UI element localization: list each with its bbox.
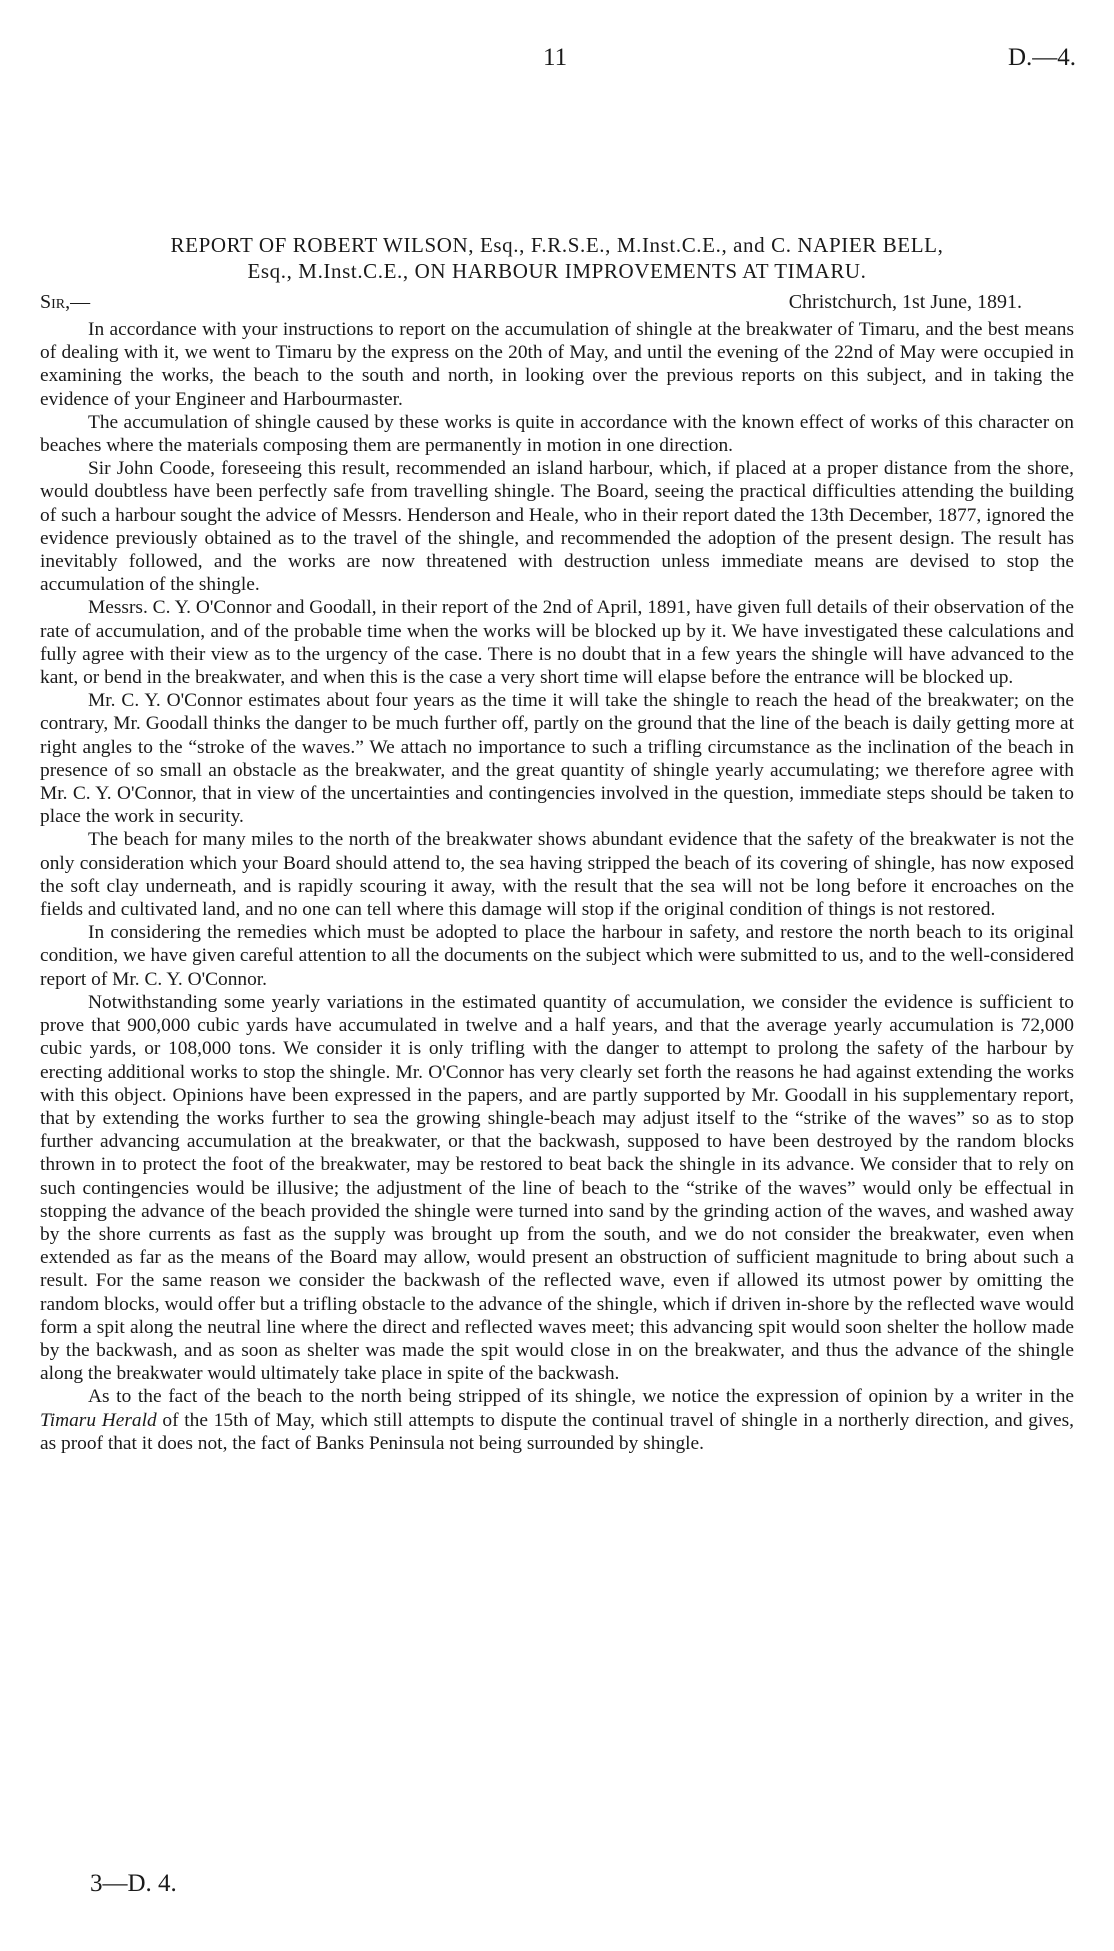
paragraph-5: Mr. C. Y. O'Connor estimates about four years as the time it will take the shingle to reach the head of the breakwater; on the contrary, Mr. Goodall thinks the danger to be much further off, partly on the ground that the line of the beach is daily getting more at right angles to the “stroke of the waves.” We attach no importance to such a trifling circumstance as the inclination of the beach in presence of so small an obstacle as the breakwater, and the great quantity of shingle yearly accumulating; we therefore agree with Mr. C. Y. O'Connor, that in view of the uncertainties and contingencies involved in the question, immediate steps should be taken to place the work in security. [40,690,1074,828]
report-title-line-1: REPORT OF ROBERT WILSON, Esq., F.R.S.E., M.Inst.C.E., and C. NAPIER BELL, [170,233,944,257]
paragraph-2: The accumulation of shingle caused by these works is quite in accordance with the known effect of works of this character on beaches where the materials composing them are permanently in motion in one direction. [40,411,1074,457]
report-title-line-2: Esq., M.Inst.C.E., ON HARBOUR IMPROVEMENTS AT TIMARU. [247,259,867,283]
paragraph-6: The beach for many miles to the north of the breakwater shows abundant evidence that the safety of the breakwater is not the only consideration which your Board should attend to, the sea having stripped the beach of its covering of shingle, has now exposed the soft clay underneath, and is rapidly scouring it away, with the result that the sea will not be long before it encroaches on the fields and cultivated land, and no one can tell where this damage will stop if the original condition of things is not restored. [40,829,1074,921]
paragraph-3: Sir John Coode, foreseeing this result, recommended an island harbour, which, if placed at a proper distance from the shore, would doubtless have been perfectly safe from travelling shingle. The Board, seeing the practical difficulties attending the building of such a harbour sought the advice of Messrs. Henderson and Heale, who in their report dated the 13th December, 1877, ignored the evidence previously obtained as to the travel of the shingle, and recommended the adoption of the present design. The result has inevitably followed, and the works are now threatened with destruction unless immediate means are devised to stop the accumulation of the shingle. [40,458,1074,596]
paragraph-8: Notwithstanding some yearly variations in the estimated quantity of accumulation, we consider the evidence is sufficient to prove that 900,000 cubic yards have accumulated in twelve and a half years, and that the average yearly accumulation is 72,000 cubic yards, or 108,000 tons. We consider it is only trifling with the danger to attempt to prolong the safety of the harbour by erecting additional works to stop the shingle. Mr. O'Connor has very clearly set forth the reasons he had against extending the works with this object. Opinions have been expressed in the papers, and are partly supported by Mr. Goodall in his supplementary report, that by extending the works further to sea the growing shingle-beach may adjust itself to the “strike of the waves” so as to stop further advancing accumulation at the breakwater, or that the backwash, supposed to have been destroyed by the random blocks thrown in to protect the foot of the breakwater, may be restored to beat back the shingle in its advance. We consider that to rely on such contingencies would be illusive; the adjustment of the line of beach to the “strike of the waves” would only be effectual in stopping the advance of the beach provided the shingle were turned into sand by the grinding action of the waves, and washed away by the shore currents as fast as the supply was brought up from the south, and we do not consider the breakwater, even when extended as far as the means of the Board may allow, would present an obstruction of sufficient magnitude to bring about such a result. For the same reason we consider the backwash of the reflected wave, even if allowed its utmost power by omitting the random blocks, would offer but a trifling obstacle to the advance of the shingle, which if driven in-shore by the reflected wave would form a spit along the neutral line where the direct and reflected waves meet; this advancing spit would soon shelter the hollow made by the backwash, and as soon as shelter was made the spit would close in on the breakwater, and thus the advance of the shingle along the breakwater would ultimately take place in spite of the backwash. [40,991,1074,1385]
paragraph-9 [40,1385,1074,1455]
paragraph-9-text-start: As to the fact of the beach to the north being stripped of its shingle, we notice the expression of opinion by a writer in the [88,1386,1074,1408]
newspaper-title: Timaru Herald [40,1409,157,1431]
salutation: Sir,— [40,291,91,313]
signature-mark: 3—D. 4. [90,1870,177,1897]
report-title [40,232,1074,284]
page-number: 11 [543,44,568,71]
report-body [40,318,1074,1455]
series-code: D.—4. [1007,44,1076,71]
paragraph-1: In accordance with your instructions to report on the accumulation of shingle at the breakwater of Timaru, and the best means of dealing with it, we went to Timaru by the express on the 20th of May, and until the evening of the 22nd of May were occupied in examining the works, the beach to the south and north, in looking over the previous reports on this subject, and in taking the evidence of your Engineer and Harbourmaster. [40,319,1074,410]
salutation-row [40,291,1074,319]
paragraph-9-text-end: of the 15th of May, which still attempts to dispute the continual travel of shingle in a northerly direction, and gives, as proof that it does not, the fact of Banks Peninsula not being surrounded by shingle. [40,1409,1075,1454]
paragraph-4: Messrs. C. Y. O'Connor and Goodall, in their report of the 2nd of April, 1891, have given full details of their observation of the rate of accumulation, and of the probable time when the works will be blocked up by it. We have investigated these calculations and fully agree with their view as to the urgency of the case. There is no doubt that in a few years the shingle will have advanced to the kant, or bend in the breakwater, and when this is the case a very short time will elapse before the entrance will be blocked up. [40,597,1074,689]
place-date: Christchurch, 1st June, 1891. [788,291,1022,313]
paragraph-7: In considering the remedies which must be adopted to place the harbour in safety, and restore the north beach to its original condition, we have given careful attention to all the documents on the subject which were submitted to us, and to the well-considered report of Mr. C. Y. O'Connor. [40,922,1074,990]
page-header [0,44,1114,84]
